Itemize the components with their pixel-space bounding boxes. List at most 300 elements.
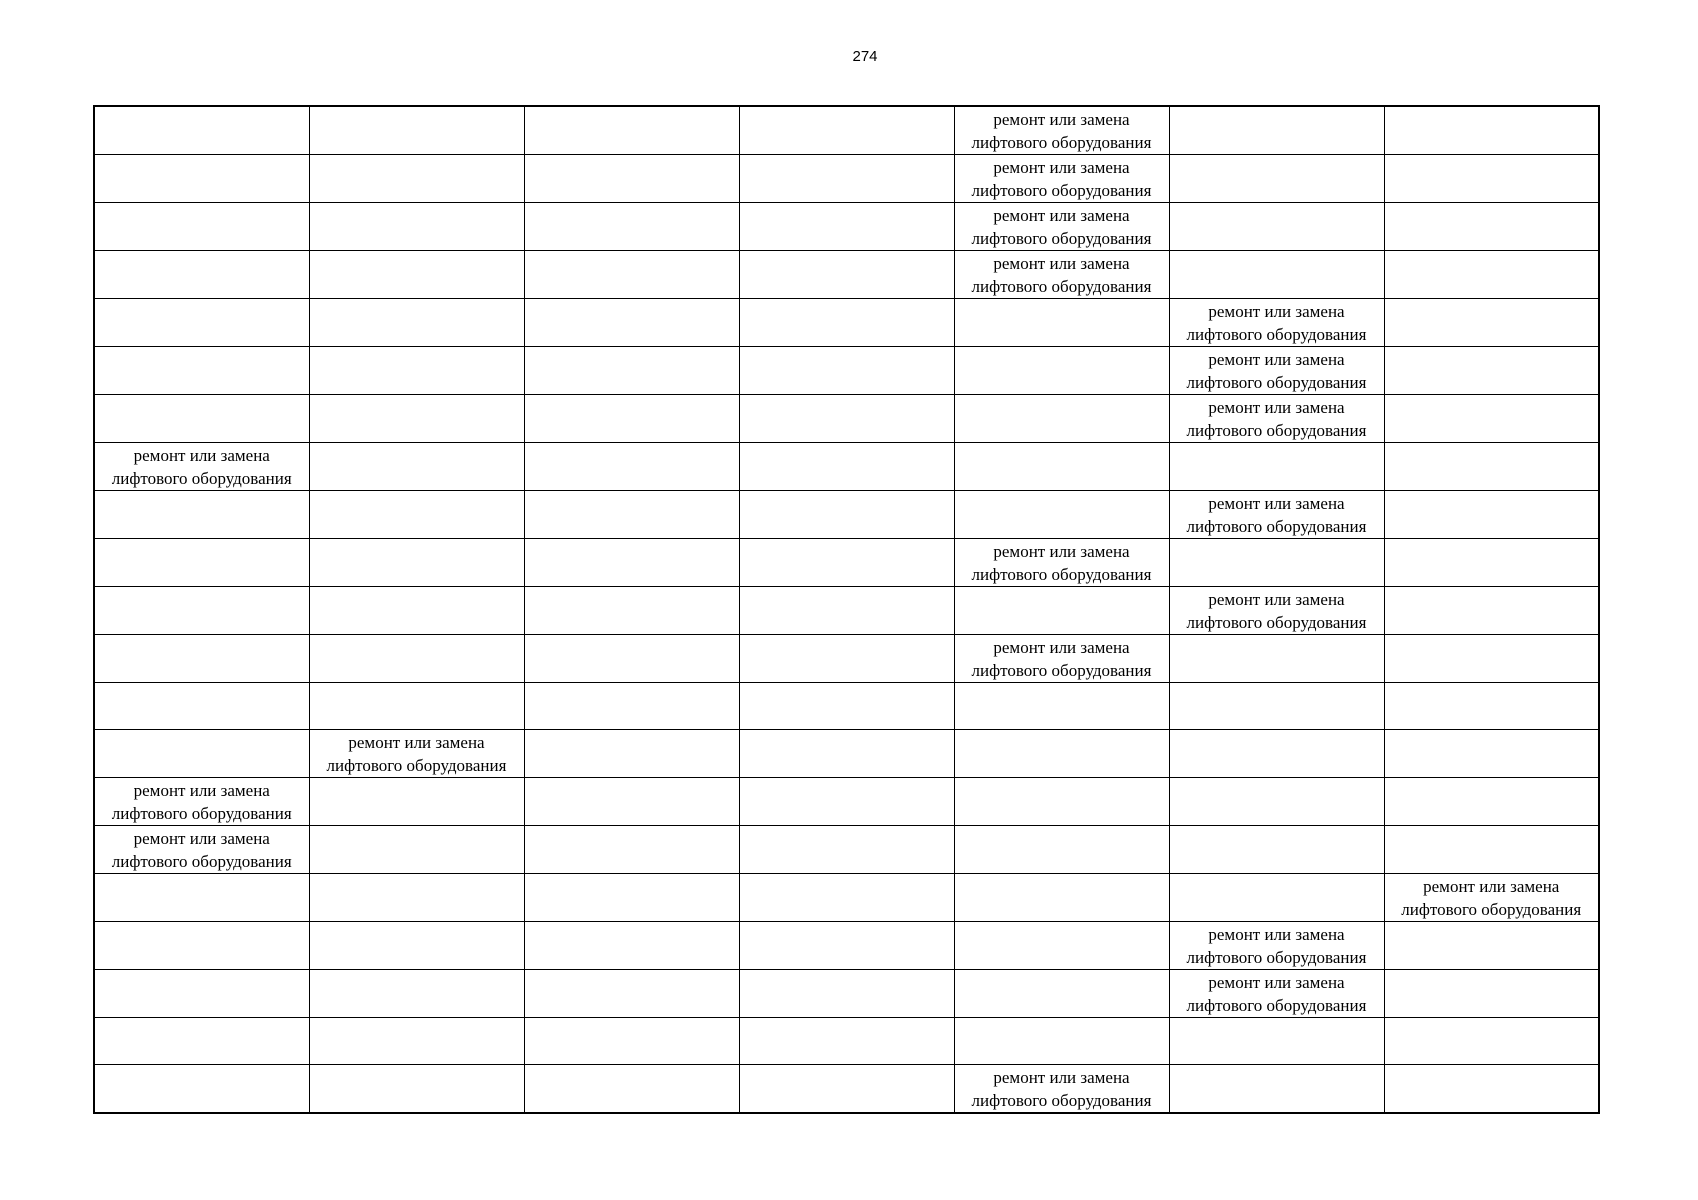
cell-text: ремонт или замена лифтового оборудования <box>1186 590 1367 632</box>
table-cell <box>524 826 739 874</box>
cell-text: ремонт или замена лифтового оборудования <box>971 206 1152 248</box>
cell-text <box>525 203 739 204</box>
table-cell <box>94 826 309 874</box>
table-cell <box>1384 683 1599 730</box>
table-cell <box>1169 155 1384 203</box>
table-cell <box>524 778 739 826</box>
cell-text <box>95 107 309 108</box>
cell-text <box>1170 539 1384 540</box>
cell-text <box>310 491 524 492</box>
table-cell <box>954 251 1169 299</box>
cell-text <box>310 826 524 827</box>
table-cell <box>94 539 309 587</box>
table-cell <box>309 395 524 443</box>
table-cell <box>524 491 739 539</box>
cell-text: ремонт или замена лифтового оборудования <box>1186 494 1367 536</box>
cell-text <box>955 874 1169 875</box>
cell-text <box>310 683 524 684</box>
table-cell <box>524 970 739 1018</box>
table-row <box>94 1018 1599 1065</box>
table-cell <box>1384 491 1599 539</box>
cell-text <box>95 395 309 396</box>
table-cell <box>954 539 1169 587</box>
table-cell <box>1169 778 1384 826</box>
table-cell <box>1169 635 1384 683</box>
table-cell <box>94 347 309 395</box>
cell-text <box>95 1018 309 1019</box>
cell-text <box>740 491 954 492</box>
table-cell <box>524 395 739 443</box>
cell-text <box>525 299 739 300</box>
table-cell <box>1169 203 1384 251</box>
cell-text <box>525 491 739 492</box>
cell-text <box>1385 491 1599 492</box>
table-cell <box>1384 395 1599 443</box>
table-cell <box>954 203 1169 251</box>
cell-text <box>740 826 954 827</box>
table-cell <box>739 970 954 1018</box>
cell-text <box>955 443 1169 444</box>
table-cell <box>954 730 1169 778</box>
table-cell <box>94 203 309 251</box>
cell-text: ремонт или замена лифтового оборудования <box>1401 877 1582 919</box>
cell-text <box>1385 683 1599 684</box>
cell-text: ремонт или замена лифтового оборудования <box>971 254 1152 296</box>
table-row <box>94 443 1599 491</box>
cell-text <box>1385 395 1599 396</box>
table-row <box>94 251 1599 299</box>
cell-text <box>525 730 739 731</box>
cell-text <box>740 539 954 540</box>
table-cell <box>954 922 1169 970</box>
table-cell <box>739 826 954 874</box>
table-cell <box>94 299 309 347</box>
table-cell <box>954 491 1169 539</box>
table-cell <box>1384 587 1599 635</box>
cell-text <box>95 874 309 875</box>
cell-text: ремонт или замена лифтового оборудования <box>971 158 1152 200</box>
cell-text <box>740 874 954 875</box>
cell-text <box>740 778 954 779</box>
table-cell <box>94 683 309 730</box>
cell-text <box>955 395 1169 396</box>
cell-text <box>1170 730 1384 731</box>
cell-text <box>740 635 954 636</box>
cell-text <box>1385 730 1599 731</box>
cell-text <box>1385 587 1599 588</box>
cell-text <box>310 155 524 156</box>
cell-text <box>310 347 524 348</box>
cell-text <box>525 1065 739 1066</box>
cell-text <box>1385 1065 1599 1066</box>
table-cell <box>739 587 954 635</box>
cell-text: ремонт или замена лифтового оборудования <box>971 542 1152 584</box>
table-cell <box>309 683 524 730</box>
table-cell <box>954 683 1169 730</box>
table-cell <box>954 826 1169 874</box>
cell-text <box>740 922 954 923</box>
table-row <box>94 587 1599 635</box>
cell-text <box>525 1018 739 1019</box>
table-cell <box>309 730 524 778</box>
cell-text <box>740 299 954 300</box>
table-cell <box>1169 1065 1384 1114</box>
table-cell <box>1384 299 1599 347</box>
cell-text <box>525 107 739 108</box>
table-cell <box>309 106 524 155</box>
cell-text <box>740 155 954 156</box>
cell-text <box>525 395 739 396</box>
table-cell <box>309 1065 524 1114</box>
table-cell <box>1169 874 1384 922</box>
cell-text <box>310 635 524 636</box>
table-cell <box>309 970 524 1018</box>
table-cell <box>1384 106 1599 155</box>
table-cell <box>1384 730 1599 778</box>
cell-text <box>1170 874 1384 875</box>
table-row <box>94 730 1599 778</box>
table-cell <box>954 299 1169 347</box>
cell-text <box>310 587 524 588</box>
table-cell <box>739 395 954 443</box>
table-cell <box>1169 299 1384 347</box>
table-cell <box>1384 251 1599 299</box>
table-cell <box>1169 922 1384 970</box>
cell-text <box>95 347 309 348</box>
cell-text <box>1170 778 1384 779</box>
table-row <box>94 155 1599 203</box>
cell-text <box>525 778 739 779</box>
page-number: 274 <box>852 48 878 65</box>
cell-text <box>1385 970 1599 971</box>
cell-text <box>740 251 954 252</box>
table-cell <box>1384 203 1599 251</box>
table-cell <box>524 443 739 491</box>
cell-text <box>95 635 309 636</box>
cell-text <box>525 539 739 540</box>
table-cell <box>309 874 524 922</box>
table-cell <box>309 922 524 970</box>
table-cell <box>309 251 524 299</box>
table-cell <box>739 155 954 203</box>
table-cell <box>1169 395 1384 443</box>
cell-text <box>95 491 309 492</box>
cell-text <box>955 299 1169 300</box>
cell-text <box>740 395 954 396</box>
cell-text <box>740 1065 954 1066</box>
cell-text <box>95 587 309 588</box>
table-cell <box>954 874 1169 922</box>
table-cell <box>1384 874 1599 922</box>
cell-text <box>1385 1018 1599 1019</box>
table-cell <box>309 826 524 874</box>
table-cell <box>954 778 1169 826</box>
table-cell <box>524 874 739 922</box>
table-cell <box>954 970 1169 1018</box>
table-cell <box>1169 1018 1384 1065</box>
table-cell <box>739 1065 954 1114</box>
table-cell <box>94 635 309 683</box>
table-cell <box>309 635 524 683</box>
cell-text <box>525 443 739 444</box>
table-cell <box>954 155 1169 203</box>
cell-text <box>955 587 1169 588</box>
table-cell <box>524 299 739 347</box>
cell-text <box>740 347 954 348</box>
table-cell <box>524 730 739 778</box>
cell-text <box>525 635 739 636</box>
table-cell <box>309 299 524 347</box>
cell-text <box>95 730 309 731</box>
table-cell <box>739 203 954 251</box>
cell-text <box>1385 299 1599 300</box>
table-cell <box>1384 347 1599 395</box>
cell-text <box>95 1065 309 1066</box>
table-row <box>94 395 1599 443</box>
table-cell <box>739 491 954 539</box>
cell-text <box>1385 107 1599 108</box>
table-cell <box>309 491 524 539</box>
cell-text <box>310 443 524 444</box>
table-cell <box>954 443 1169 491</box>
table-cell <box>94 874 309 922</box>
table-cell <box>94 155 309 203</box>
table-cell <box>954 347 1169 395</box>
table-cell <box>1384 922 1599 970</box>
table-cell <box>524 922 739 970</box>
table-cell <box>1169 730 1384 778</box>
table-cell <box>1169 443 1384 491</box>
table-cell <box>524 1018 739 1065</box>
table-cell <box>94 395 309 443</box>
table-cell <box>94 443 309 491</box>
table-cell <box>309 587 524 635</box>
cell-text <box>310 874 524 875</box>
table-cell <box>524 1065 739 1114</box>
table-cell <box>954 587 1169 635</box>
cell-text <box>740 970 954 971</box>
table-cell <box>1384 826 1599 874</box>
table-cell <box>1384 1065 1599 1114</box>
cell-text <box>955 347 1169 348</box>
cell-text <box>1385 203 1599 204</box>
cell-text: ремонт или замена лифтового оборудования <box>326 733 507 775</box>
cell-text <box>310 922 524 923</box>
cell-text: ремонт или замена лифтового оборудования <box>111 781 292 823</box>
cell-text <box>955 826 1169 827</box>
table-cell <box>739 874 954 922</box>
cell-text <box>95 155 309 156</box>
cell-text: ремонт или замена лифтового оборудования <box>111 829 292 871</box>
cell-text <box>1170 1065 1384 1066</box>
table-cell <box>309 443 524 491</box>
table-cell <box>94 106 309 155</box>
table-cell <box>1384 1018 1599 1065</box>
cell-text <box>1170 826 1384 827</box>
table-body <box>94 106 1599 1113</box>
table-cell <box>309 203 524 251</box>
table-cell <box>524 155 739 203</box>
table-row <box>94 683 1599 730</box>
table-row <box>94 539 1599 587</box>
table-cell <box>94 587 309 635</box>
table-cell <box>524 587 739 635</box>
cell-text <box>955 970 1169 971</box>
table-cell <box>739 443 954 491</box>
table-cell <box>524 635 739 683</box>
table-cell <box>739 922 954 970</box>
table-cell <box>309 347 524 395</box>
table-cell <box>309 1018 524 1065</box>
cell-text <box>1385 778 1599 779</box>
table-cell <box>1169 587 1384 635</box>
cell-text <box>310 107 524 108</box>
table-row <box>94 970 1599 1018</box>
table-cell <box>1169 251 1384 299</box>
table-cell <box>739 299 954 347</box>
table-cell <box>94 1065 309 1114</box>
cell-text <box>95 970 309 971</box>
table-cell <box>94 922 309 970</box>
cell-text <box>955 778 1169 779</box>
table-cell <box>954 395 1169 443</box>
cell-text <box>310 1018 524 1019</box>
cell-text <box>525 155 739 156</box>
table-cell <box>94 970 309 1018</box>
table-row <box>94 347 1599 395</box>
cell-text <box>1170 107 1384 108</box>
cell-text <box>525 826 739 827</box>
table-cell <box>524 683 739 730</box>
cell-text <box>740 203 954 204</box>
cell-text <box>310 395 524 396</box>
table-row <box>94 778 1599 826</box>
cell-text <box>95 539 309 540</box>
cell-text <box>1170 683 1384 684</box>
table-cell <box>524 106 739 155</box>
cell-text: ремонт или замена лифтового оборудования <box>1186 398 1367 440</box>
cell-text <box>1170 251 1384 252</box>
table-row <box>94 874 1599 922</box>
table-cell <box>94 491 309 539</box>
cell-text <box>740 587 954 588</box>
cell-text <box>740 107 954 108</box>
cell-text <box>1385 251 1599 252</box>
table-cell <box>524 203 739 251</box>
table-row <box>94 635 1599 683</box>
cell-text <box>310 251 524 252</box>
cell-text <box>310 970 524 971</box>
cell-text <box>310 203 524 204</box>
cell-text <box>740 443 954 444</box>
table-cell <box>739 539 954 587</box>
work-schedule-table <box>93 105 1600 1114</box>
cell-text <box>525 922 739 923</box>
cell-text: ремонт или замена лифтового оборудования <box>1186 302 1367 344</box>
cell-text <box>955 730 1169 731</box>
table-cell <box>739 730 954 778</box>
cell-text <box>95 251 309 252</box>
table-cell <box>954 1018 1169 1065</box>
cell-text <box>525 970 739 971</box>
cell-text <box>310 299 524 300</box>
cell-text: ремонт или замена лифтового оборудования <box>1186 973 1367 1015</box>
table-cell <box>309 539 524 587</box>
cell-text <box>740 730 954 731</box>
cell-text <box>310 1065 524 1066</box>
table-cell <box>954 635 1169 683</box>
table-cell <box>309 778 524 826</box>
cell-text <box>310 778 524 779</box>
cell-text <box>525 683 739 684</box>
table-row <box>94 826 1599 874</box>
table-cell <box>1384 635 1599 683</box>
cell-text <box>1170 155 1384 156</box>
cell-text <box>1385 922 1599 923</box>
cell-text: ремонт или замена лифтового оборудования <box>971 110 1152 152</box>
cell-text <box>525 251 739 252</box>
cell-text <box>1385 347 1599 348</box>
table-cell <box>954 1065 1169 1114</box>
table-cell <box>739 106 954 155</box>
cell-text <box>740 683 954 684</box>
cell-text <box>1385 635 1599 636</box>
cell-text <box>95 299 309 300</box>
table-cell <box>94 251 309 299</box>
cell-text <box>1385 539 1599 540</box>
table-cell <box>739 1018 954 1065</box>
cell-text <box>1385 826 1599 827</box>
table-cell <box>524 251 739 299</box>
table-cell <box>1384 970 1599 1018</box>
table-cell <box>739 251 954 299</box>
cell-text <box>310 539 524 540</box>
cell-text: ремонт или замена лифтового оборудования <box>971 1068 1152 1110</box>
table-cell <box>739 347 954 395</box>
cell-text <box>1170 443 1384 444</box>
table-cell <box>739 683 954 730</box>
table-cell <box>1384 443 1599 491</box>
table-cell <box>1169 826 1384 874</box>
table-cell <box>309 155 524 203</box>
table-cell <box>1169 683 1384 730</box>
cell-text <box>1170 203 1384 204</box>
table-cell <box>1169 106 1384 155</box>
table-cell <box>94 1018 309 1065</box>
table-cell <box>1169 491 1384 539</box>
table-row <box>94 106 1599 155</box>
cell-text <box>955 922 1169 923</box>
cell-text <box>525 874 739 875</box>
table-row <box>94 922 1599 970</box>
table-cell <box>1384 539 1599 587</box>
cell-text: ремонт или замена лифтового оборудования <box>111 446 292 488</box>
table-cell <box>524 347 739 395</box>
table-cell <box>1384 778 1599 826</box>
table-cell <box>1169 539 1384 587</box>
table-row <box>94 203 1599 251</box>
table-cell <box>739 778 954 826</box>
table-cell <box>1169 970 1384 1018</box>
cell-text <box>95 922 309 923</box>
cell-text <box>955 683 1169 684</box>
cell-text <box>95 683 309 684</box>
table-cell <box>94 730 309 778</box>
table-row <box>94 491 1599 539</box>
cell-text: ремонт или замена лифтового оборудования <box>1186 925 1367 967</box>
cell-text <box>1170 1018 1384 1019</box>
table-cell <box>954 106 1169 155</box>
